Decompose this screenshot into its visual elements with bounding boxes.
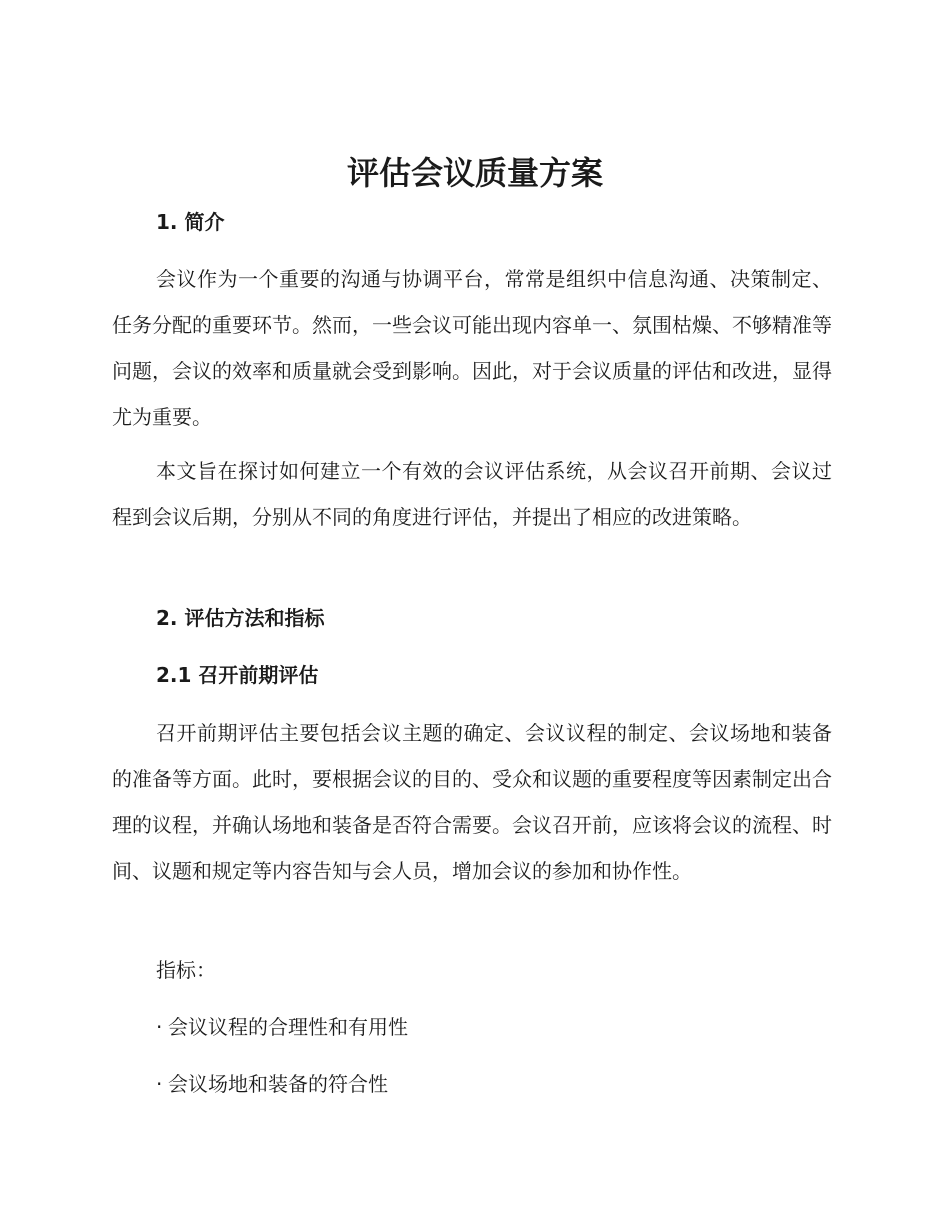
- bullet-symbol: ·: [156, 1072, 163, 1096]
- section-heading-methods: 2. 评估方法和指标: [156, 606, 325, 630]
- indicator-item: [156, 1012, 408, 1042]
- indicators-label: 指标：: [156, 958, 216, 982]
- section-heading-intro: 1. 简介: [156, 210, 225, 234]
- subsection-heading-pre-meeting: 2.1 召开前期评估: [156, 663, 319, 687]
- intro-paragraph-1: 会议作为一个重要的沟通与协调平台，常常是组织中信息沟通、决策制定、任务分配的重要环节。然而，一些会议可能出现内容单一、氛围枯燥、不够精准等问题，会议的效率和质量就会受到影响。因此，对于会议质量的评估和改进，显得尤为重要。: [112, 267, 832, 429]
- indicator-text: 会议议程的合理性和有用性: [168, 1015, 408, 1039]
- bullet-symbol: ·: [156, 1015, 163, 1039]
- indicator-item: [156, 1069, 388, 1099]
- document-title: 评估会议质量方案: [346, 154, 603, 192]
- indicator-text: 会议场地和装备的符合性: [168, 1072, 388, 1096]
- pre-meeting-paragraph: 召开前期评估主要包括会议主题的确定、会议议程的制定、会议场地和装备的准备等方面。此时，要根据会议的目的、受众和议题的重要程度等因素制定出合理的议程，并确认场地和装备是否符合需要。会议召开前，应该将会议的流程、时间、议题和规定等内容告知与会人员，增加会议的参加和协作性。: [112, 721, 832, 883]
- intro-paragraph-2: 本文旨在探讨如何建立一个有效的会议评估系统，从会议召开前期、会议过程到会议后期，分别从不同的角度进行评估，并提出了相应的改进策略。: [112, 459, 832, 529]
